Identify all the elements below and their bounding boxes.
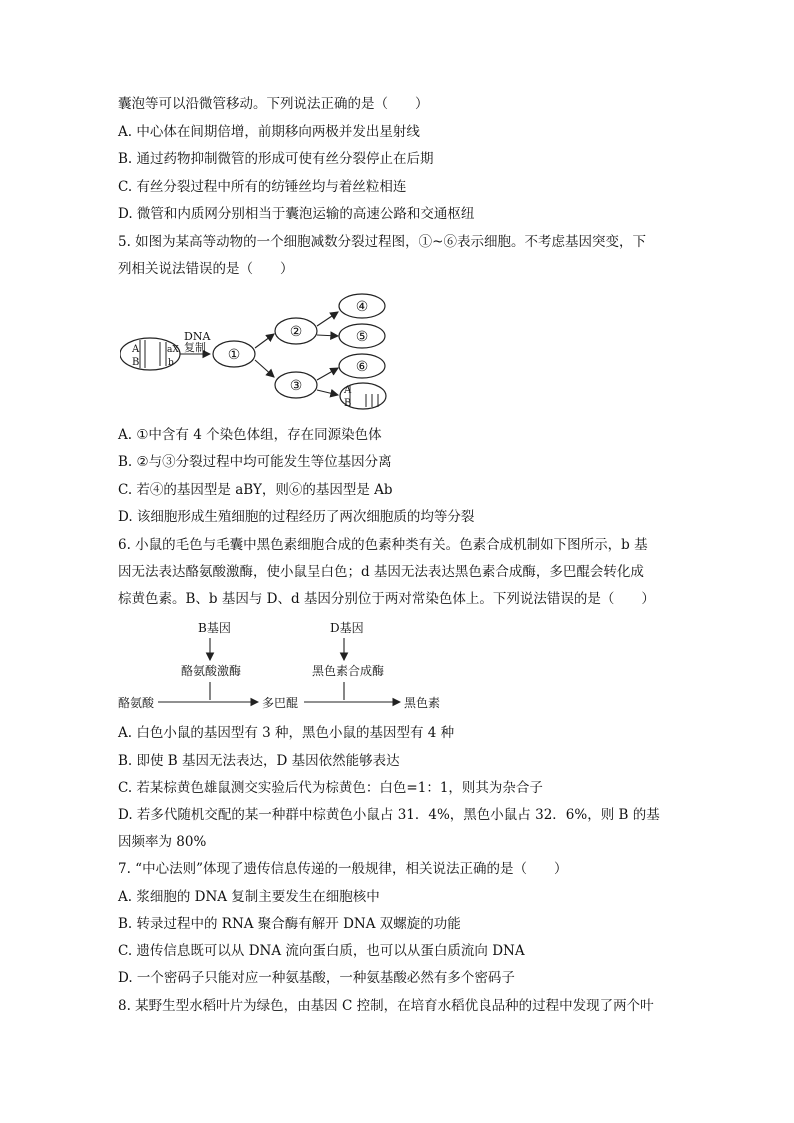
- q7-option-d: D. 一个密码子只能对应一种氨基酸，一种氨基酸必然有多个密码子: [118, 970, 515, 986]
- q6-option-a: A. 白色小鼠的基因型有 3 种，黑色小鼠的基因型有 4 种: [118, 725, 455, 741]
- start-gene-b-lower: b: [168, 358, 174, 368]
- gene-d-label: D基因: [330, 621, 364, 635]
- q4-option-b: B. 通过药物抑制微管的形成可使有丝分裂停止在后期: [118, 151, 434, 167]
- q7-option-a: A. 浆细胞的 DNA 复制主要发生在细胞核中: [118, 889, 380, 905]
- final-cell: [340, 383, 386, 409]
- q4-option-d: D. 微管和内质网分别相当于囊泡运输的高速公路和交通枢纽: [118, 206, 475, 222]
- dna-label: DNA: [184, 330, 211, 343]
- q7-stem: 7. “中心法则”体现了遗传信息传递的一般规律，相关说法正确的是（ ）: [118, 861, 568, 877]
- q5-stem-line1: 5. 如图为某高等动物的一个细胞减数分裂过程图，①~⑥表示细胞。不考虑基因突变，下: [118, 234, 646, 250]
- start-gene-a: A: [132, 344, 140, 355]
- cell-5-label: ⑤: [355, 329, 369, 345]
- q6-option-b: B. 即使 B 基因无法表达，D 基因依然能够表达: [118, 753, 400, 769]
- q6-stem-line3: 棕黄色素。B、b 基因与 D、d 基因分别位于两对常染色体上。下列说法错误的是（ ）: [118, 591, 655, 607]
- replication-label: 复制: [184, 341, 206, 354]
- final-gene-a: A: [344, 385, 352, 396]
- gene-b-label: B基因: [198, 621, 231, 635]
- substrate-tyrosine-label: 酪氨酸: [118, 696, 155, 710]
- final-gene-b: B: [344, 398, 352, 409]
- q5-option-d: D. 该细胞形成生殖细胞的过程经历了两次细胞质的均等分裂: [118, 509, 475, 525]
- q6-option-d-line2: 因频率为 80%: [118, 834, 207, 850]
- cell-3-label: ③: [289, 378, 303, 394]
- start-gene-b: B: [132, 357, 140, 368]
- q6-option-c: C. 若某棕黄色雄鼠测交实验后代为棕黄色：白色=1：1，则其为杂合子: [118, 780, 543, 796]
- product-melanin-label: 黑色素: [404, 696, 441, 710]
- pigment-pathway-diagram: [118, 616, 458, 714]
- cell-4-label: ④: [355, 299, 369, 315]
- q6-stem-line2: 因无法表达酪氨酸激酶，使小鼠呈白色；d 基因无法表达黑色素合成酶，多巴醌会转化成: [118, 564, 644, 580]
- q7-option-c: C. 遗传信息既可以从 DNA 流向蛋白质，也可以从蛋白质流向 DNA: [118, 943, 525, 959]
- cell-2-label: ②: [289, 324, 303, 340]
- cell-6-label: ⑥: [355, 359, 369, 375]
- q4-option-a: A. 中心体在间期倍增，前期移向两极并发出星射线: [118, 124, 420, 140]
- q4-option-c: C. 有丝分裂过程中所有的纺锤丝均与着丝粒相连: [118, 179, 407, 195]
- enzyme-melanin-synthase-label: 黑色素合成酶: [312, 664, 385, 678]
- intermediate-dopaquinone-label: 多巴醌: [262, 696, 299, 710]
- start-cell: [120, 338, 180, 370]
- q5-stem-line2: 列相关说法错误的是（ ）: [118, 261, 294, 277]
- q6-option-d-line1: D. 若多代随机交配的某一种群中棕黄色小鼠占 31．4%，黑色小鼠占 32．6%，则 B 的基: [118, 807, 660, 823]
- cell-1-label: ①: [227, 347, 241, 363]
- q6-stem-line1: 6. 小鼠的毛色与毛囊中黑色素细胞合成的色素种类有关。色素合成机制如下图所示，b 基: [118, 537, 648, 553]
- q8-stem: 8. 某野生型水稻叶片为绿色，由基因 C 控制，在培育水稻优良品种的过程中发现了两个叶: [118, 998, 654, 1014]
- enzyme-tyrosinase-label: 酪氨酸激酶: [181, 664, 242, 678]
- q4-stem-tail: 囊泡等可以沿微管移动。下列说法正确的是（ ）: [118, 96, 429, 112]
- start-gene-ax: aX: [167, 345, 179, 355]
- q5-option-c: C. 若④的基因型是 aBY，则⑥的基因型是 Ab: [118, 482, 393, 498]
- meiosis-diagram: [120, 288, 400, 414]
- q5-option-b: B. ②与③分裂过程中均可能发生等位基因分离: [118, 454, 392, 470]
- q7-option-b: B. 转录过程中的 RNA 聚合酶有解开 DNA 双螺旋的功能: [118, 916, 461, 932]
- q5-option-a: A. ①中含有 4 个染色体组，存在同源染色体: [118, 427, 382, 443]
